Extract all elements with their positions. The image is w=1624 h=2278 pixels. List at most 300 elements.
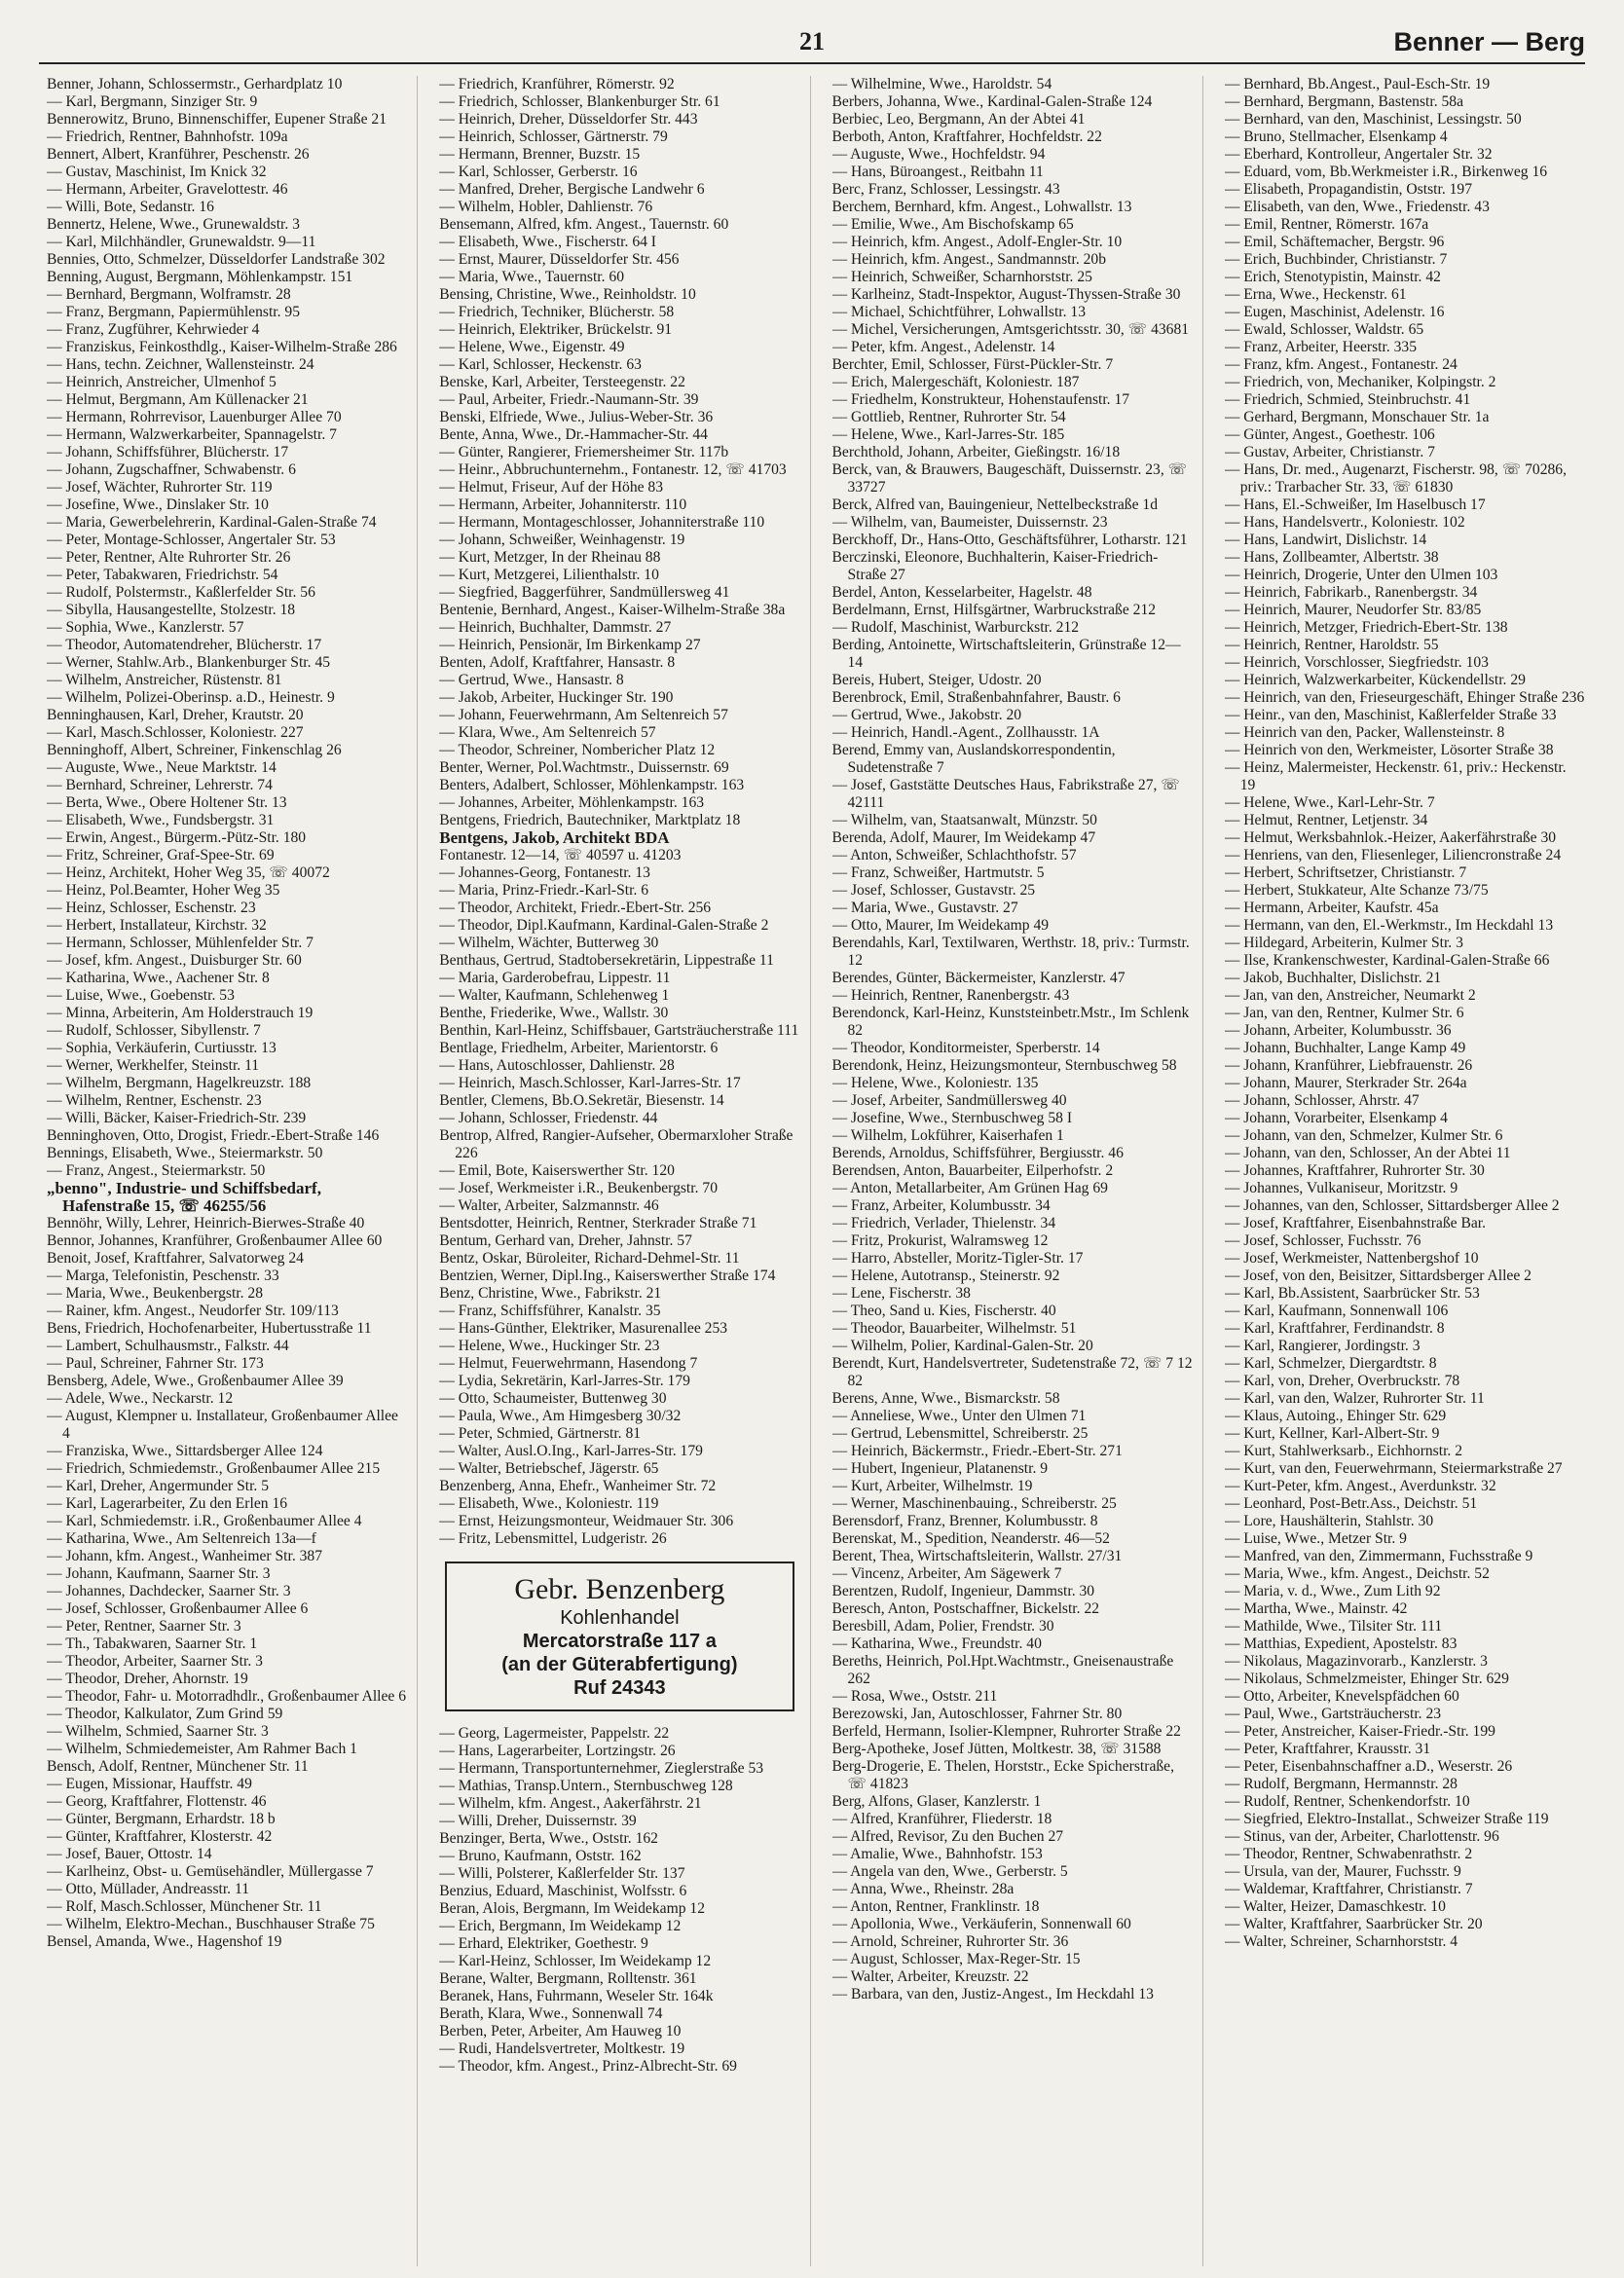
directory-entry: „benno", Industrie- und Schiffsbedarf, Hafenstraße 15, ☏ 46255/56	[47, 1179, 321, 1215]
directory-entry: — Walter, Ausl.O.Ing., Karl-Jarres-Str. 179	[439, 1443, 703, 1459]
directory-entry: — Theodor, Kalkulator, Zum Grind 59	[47, 1706, 283, 1722]
directory-entry: — Kurt, Arbeiter, Wilhelmstr. 19	[831, 1478, 1033, 1494]
directory-entry: — Maria, Wwe., Tauernstr. 60	[439, 269, 624, 285]
directory-entry: — Barbara, van den, Justiz-Angest., Im Heckdahl 13	[831, 1986, 1154, 2002]
directory-entry: Berboth, Anton, Kraftfahrer, Hochfeldstr. 22	[831, 129, 1102, 145]
directory-entry: Benzius, Eduard, Maschinist, Wolfsstr. 6	[439, 1883, 687, 1899]
directory-entry: — Helene, Wwe., Karl-Lehr-Str. 7	[1224, 794, 1435, 811]
directory-entry: Bentenie, Bernhard, Angest., Kaiser-Wilhelm-Straße 38a	[439, 602, 786, 618]
directory-entry: — Theodor, Rentner, Schwabenrathstr. 2	[1224, 1846, 1473, 1862]
directory-entry: — Minna, Arbeiterin, Am Holderstrauch 19	[47, 1005, 314, 1021]
directory-column-3	[832, 76, 1203, 2266]
directory-entry: — Maria, Gewerbelehrerin, Kardinal-Galen-Straße 74	[47, 514, 377, 531]
directory-entry: — Josef, Werkmeister i.R., Beukenbergstr. 70	[439, 1180, 718, 1196]
directory-entry: — Gertrud, Wwe., Jakobstr. 20	[831, 707, 1022, 723]
directory-entry: — Berta, Wwe., Obere Holtener Str. 13	[47, 794, 287, 811]
directory-entry: — Heinrich, Maurer, Neudorfer Str. 83/85	[1224, 602, 1482, 618]
directory-entry: — Hermann, Arbeiter, Kaufstr. 45a	[1224, 900, 1439, 916]
directory-entry: Bensch, Adolf, Rentner, Münchener Str. 11	[47, 1758, 309, 1775]
directory-entry: Berben, Peter, Arbeiter, Am Hauweg 10	[439, 2023, 682, 2039]
directory-entry: — Gustav, Arbeiter, Christianstr. 7	[1224, 444, 1435, 460]
directory-entry: — Heinr., Abbruchunternehm., Fontanestr. 12, ☏ 41703	[439, 461, 787, 478]
directory-entry: Berg-Drogerie, E. Thelen, Horststr., Ecke Spicherstraße, ☏ 41823	[831, 1758, 1174, 1792]
directory-entry: — Hermann, Rohrrevisor, Lauenburger Allee 70	[47, 409, 342, 425]
directory-entry: — Eugen, Maschinist, Adelenstr. 16	[1224, 304, 1445, 320]
directory-entry: — Hans-Günther, Elektriker, Masurenallee 253	[439, 1320, 728, 1337]
directory-entry: — Amalie, Wwe., Bahnhofstr. 153	[831, 1846, 1043, 1862]
directory-entry: Berckhoff, Dr., Hans-Otto, Geschäftsführer, Lotharstr. 121	[831, 532, 1188, 548]
directory-entry: — Franz, Arbeiter, Heerstr. 335	[1224, 339, 1418, 355]
directory-entry: — Willi, Polsterer, Kaßlerfelder Str. 137	[439, 1865, 685, 1882]
directory-entry: — Franz, kfm. Angest., Fontanestr. 24	[1224, 356, 1458, 373]
directory-entry: — Heinrich, Metzger, Friedrich-Ebert-Str. 138	[1224, 619, 1508, 636]
advert-line: Mercatorstraße 117 a	[522, 1631, 717, 1652]
directory-entry: — Johann, Zugschaffner, Schwabenstr. 6	[47, 461, 296, 478]
directory-entry: Berenda, Adolf, Maurer, Im Weidekamp 47	[831, 829, 1096, 846]
directory-entry: — Johannes, Dachdecker, Saarner Str. 3	[47, 1583, 291, 1599]
directory-entry: — Alfred, Revisor, Zu den Buchen 27	[831, 1828, 1064, 1845]
directory-entry: — Josef, Wächter, Ruhrorter Str. 119	[47, 479, 273, 496]
directory-entry: — Otto, Müllader, Andreasstr. 11	[47, 1881, 249, 1897]
directory-entry: — Günter, Angest., Goethestr. 106	[1224, 426, 1435, 443]
directory-entry: — Elisabeth, Wwe., Fundsbergstr. 31	[47, 812, 275, 828]
directory-entry: Benninghausen, Karl, Dreher, Krautstr. 20	[47, 707, 304, 723]
directory-entry: — Maria, Wwe., kfm. Angest., Deichstr. 52	[1224, 1565, 1490, 1582]
directory-entry: — Friedrich, Schmied, Steinbruchstr. 41	[1224, 391, 1471, 408]
directory-entry: — Franz, Bergmann, Papiermühlenstr. 95	[47, 304, 300, 320]
directory-entry: — Peter, Rentner, Saarner Str. 3	[47, 1618, 241, 1635]
directory-entry: — Bernhard, van den, Maschinist, Lessingstr. 50	[1224, 111, 1522, 128]
directory-entry: — Heinrich, Schweißer, Scharnhorststr. 25	[831, 269, 1092, 285]
directory-entry: — Günter, Kraftfahrer, Klosterstr. 42	[47, 1828, 273, 1845]
directory-entry: Bennor, Johannes, Kranführer, Großenbaumer Allee 60	[47, 1232, 383, 1249]
directory-entry: — Matthias, Expedient, Apostelstr. 83	[1224, 1635, 1458, 1652]
directory-entry: — Rainer, kfm. Angest., Neudorfer Str. 109/113	[47, 1303, 339, 1319]
directory-entry: — Wilhelm, Rentner, Eschenstr. 23	[47, 1092, 262, 1109]
directory-entry: Benninghoven, Otto, Drogist, Friedr.-Ebert-Straße 146	[47, 1127, 380, 1144]
directory-entry: — Ursula, van der, Maurer, Fuchsstr. 9	[1224, 1863, 1461, 1880]
directory-entry: — Martha, Wwe., Mainstr. 42	[1224, 1600, 1408, 1617]
directory-entry: — Erich, Stenotypistin, Mainstr. 42	[1224, 269, 1441, 285]
directory-entry: — Karl, Schlosser, Gerberstr. 16	[439, 164, 638, 180]
directory-entry: — Elisabeth, van den, Wwe., Friedenstr. 43	[1224, 199, 1490, 215]
directory-entry: — Theodor, Dreher, Ahornstr. 19	[47, 1671, 248, 1687]
directory-entry: — Helene, Wwe., Huckinger Str. 23	[439, 1338, 660, 1354]
directory-entry: — Heinrich, Walzwerkarbeiter, Kückendellstr. 29	[1224, 672, 1526, 688]
directory-entry: — Heinz, Malermeister, Heckenstr. 61, priv.: Heckenstr. 19	[1224, 759, 1567, 793]
directory-entry: — Wilhelm, Lokführer, Kaiserhafen 1	[831, 1127, 1064, 1144]
directory-entry: Bennert, Albert, Kranführer, Peschenstr. 26	[47, 146, 310, 163]
directory-entry: Bens, Friedrich, Hochofenarbeiter, Hubertusstraße 11	[47, 1320, 372, 1337]
directory-entry: — Friedrich, Schlosser, Blankenburger Str. 61	[439, 93, 720, 110]
page-number: 21	[799, 27, 825, 55]
directory-entry: — Anton, Metallarbeiter, Am Grünen Hag 69	[831, 1180, 1108, 1196]
directory-entry: — Kurt, Metzgerei, Lilienthalstr. 10	[439, 567, 659, 583]
directory-entry: — Luise, Wwe., Goebenstr. 53	[47, 987, 235, 1004]
directory-entry: — Paula, Wwe., Am Himgesberg 30/32	[439, 1408, 682, 1424]
directory-entry: — Sophia, Wwe., Kanzlerstr. 57	[47, 619, 244, 636]
directory-entry: — Josef, kfm. Angest., Duisburger Str. 60	[47, 952, 302, 969]
directory-entry: — Johann, Schlosser, Friedenstr. 44	[439, 1110, 658, 1126]
directory-entry: Benten, Adolf, Kraftfahrer, Hansastr. 8	[439, 654, 676, 671]
directory-entry: — Emilie, Wwe., Am Bischofskamp 65	[831, 216, 1074, 233]
directory-entry: — Rolf, Masch.Schlosser, Münchener Str. 11	[47, 1898, 322, 1915]
directory-entry: — Eduard, vom, Bb.Werkmeister i.R., Birkenweg 16	[1224, 164, 1548, 180]
directory-entry: — Heinrich, Anstreicher, Ulmenhof 5	[47, 374, 277, 390]
page-header	[39, 18, 1585, 64]
directory-entry: — Erich, Buchbinder, Christianstr. 7	[1224, 251, 1448, 268]
directory-entry: — Erhard, Elektriker, Goethestr. 9	[439, 1935, 648, 1952]
directory-entry: — Siegfried, Elektro-Installat., Schweizer Straße 119	[1224, 1811, 1549, 1827]
directory-entry: Bensberg, Adele, Wwe., Großenbaumer Allee 39	[47, 1373, 344, 1389]
directory-entry: — Jakob, Buchhalter, Dislichstr. 21	[1224, 970, 1442, 986]
directory-entry: — Josef, Schlosser, Fuchsstr. 76	[1224, 1232, 1421, 1249]
directory-entry: Berends, Arnoldus, Schiffsführer, Bergiusstr. 46	[831, 1145, 1124, 1161]
directory-entry: — Johann, Buchhalter, Lange Kamp 49	[1224, 1040, 1466, 1056]
directory-entry: — Walter, Heizer, Damaschkestr. 10	[1224, 1898, 1446, 1915]
directory-entry: — Wilhelm, kfm. Angest., Aakerfährstr. 21	[439, 1795, 702, 1812]
directory-entry: Beresch, Anton, Postschaffner, Bickelstr. 22	[831, 1600, 1100, 1617]
directory-entry: Bentrop, Alfred, Rangier-Aufseher, Obermarxloher Straße 226	[439, 1127, 794, 1161]
advert-line: Ruf 24343	[573, 1677, 666, 1699]
directory-entry: — Johann, Schiffsführer, Blücherstr. 17	[47, 444, 289, 460]
directory-entry: — Hermann, van den, El.-Werkmstr., Im Heckdahl 13	[1224, 917, 1554, 934]
directory-entry: — Manfred, van den, Zimmermann, Fuchsstraße 9	[1224, 1548, 1533, 1564]
directory-entry: — Josef, von den, Beisitzer, Sittardsberger Allee 2	[1224, 1268, 1532, 1284]
directory-entry: Bentsdotter, Heinrich, Rentner, Sterkrader Straße 71	[439, 1215, 757, 1231]
directory-entry: — Karl, van den, Walzer, Ruhrorter Str. 11	[1224, 1390, 1485, 1407]
directory-entry: Berchthold, Johann, Arbeiter, Gießingstr. 16/18	[831, 444, 1121, 460]
directory-entry: — Karl, Schmelzer, Diergardtstr. 8	[1224, 1355, 1437, 1372]
directory-entry: — Herbert, Schriftsetzer, Christianstr. 7	[1224, 864, 1467, 881]
directory-entry: — Wilhelm, Elektro-Mechan., Buschhauser Straße 75	[47, 1916, 375, 1932]
directory-entry: — Anneliese, Wwe., Unter den Ulmen 71	[831, 1408, 1087, 1424]
directory-entry: — Heinrich, kfm. Angest., Sandmannstr. 20b	[831, 251, 1107, 268]
directory-entry: — Johannes, Kraftfahrer, Ruhrorter Str. 30	[1224, 1162, 1485, 1179]
directory-entry: — Hans, El.-Schweißer, Im Haselbusch 17	[1224, 496, 1486, 513]
directory-entry: Berendsen, Anton, Bauarbeiter, Eilperhofstr. 2	[831, 1162, 1114, 1179]
directory-entry: — Karl, Bergmann, Sinziger Str. 9	[47, 93, 258, 110]
directory-entry: — Theodor, kfm. Angest., Prinz-Albrecht-Str. 69	[439, 2058, 737, 2075]
directory-entry: — Maria, Prinz-Friedr.-Karl-Str. 6	[439, 882, 649, 899]
directory-entry: — Anna, Wwe., Rheinstr. 28a	[831, 1881, 1015, 1897]
directory-entry: — Wilhelm, Bergmann, Hagelkreuzstr. 188	[47, 1075, 312, 1091]
directory-entry: Berc, Franz, Schlosser, Lessingstr. 43	[831, 181, 1060, 198]
directory-entry: — Peter, Anstreicher, Kaiser-Friedr.-Str. 199	[1224, 1723, 1495, 1740]
directory-entry: Berath, Klara, Wwe., Sonnenwall 74	[439, 2005, 663, 2022]
directory-entry: Bereis, Hubert, Steiger, Udostr. 20	[831, 672, 1042, 688]
directory-column-2	[439, 76, 810, 2266]
directory-entry: — Nikolaus, Schmelzmeister, Ehinger Str. 629	[1224, 1671, 1509, 1687]
directory-entry: — Lambert, Schulhausmstr., Falkstr. 44	[47, 1338, 289, 1354]
directory-entry: Berg-Apotheke, Josef Jütten, Moltkestr. 38, ☏ 31588	[831, 1741, 1162, 1757]
directory-entry: — Peter, Montage-Schlosser, Angertaler Str. 53	[47, 532, 336, 548]
directory-entry: — Hans, Zollbeamter, Albertstr. 38	[1224, 549, 1439, 566]
directory-entry: Bensel, Amanda, Wwe., Hagenshof 19	[47, 1933, 282, 1950]
directory-entry: — Johann, Feuerwehrmann, Am Seltenreich 57	[439, 707, 728, 723]
directory-entry: — August, Schlosser, Max-Reger-Str. 15	[831, 1951, 1081, 1967]
directory-entry: — Heinrich, Vorschlosser, Siegfriedstr. 103	[1224, 654, 1489, 671]
directory-entry: — Elisabeth, Wwe., Fischerstr. 64 I	[439, 234, 657, 250]
directory-entry: Benthe, Friederike, Wwe., Wallstr. 30	[439, 1005, 669, 1021]
directory-entry: — Erna, Wwe., Heckenstr. 61	[1224, 286, 1407, 303]
directory-entry: — Theodor, Dipl.Kaufmann, Kardinal-Galen-Straße 2	[439, 917, 769, 934]
directory-entry: — Otto, Arbeiter, Knevelspfädchen 60	[1224, 1688, 1459, 1705]
directory-entry: — Werner, Stahlw.Arb., Blankenburger Str. 45	[47, 654, 331, 671]
directory-entry: — Paul, Wwe., Gartsträucherstr. 23	[1224, 1706, 1442, 1722]
advert-name: Gebr. Benzenberg	[514, 1573, 725, 1605]
directory-entry: — Heinrich, Dreher, Düsseldorfer Str. 443	[439, 111, 698, 128]
directory-entry: — Klara, Wwe., Am Seltenreich 57	[439, 724, 656, 741]
directory-entry: — Walter, Betriebschef, Jägerstr. 65	[439, 1460, 659, 1477]
directory-entry: Berenbrock, Emil, Straßenbahnfahrer, Baustr. 6	[831, 689, 1121, 706]
directory-entry: — Otto, Maurer, Im Weidekamp 49	[831, 917, 1050, 934]
directory-entry: — Karl-Heinz, Schlosser, Im Weidekamp 12	[439, 1953, 712, 1969]
directory-entry: Benz, Christine, Wwe., Fabrikstr. 21	[439, 1285, 662, 1302]
directory-entry: — Franz, Schweißer, Hartmutstr. 5	[831, 864, 1045, 881]
directory-entry: — Heinrich von den, Werkmeister, Lösorter Straße 38	[1224, 742, 1554, 758]
directory-entry: — Theodor, Architekt, Friedr.-Ebert-Str. 256	[439, 900, 712, 916]
directory-entry: — Hans, Büroangest., Reitbahn 11	[831, 164, 1044, 180]
directory-entry: Berenskat, M., Spedition, Neanderstr. 46—52	[831, 1530, 1110, 1547]
directory-entry: — Hubert, Ingenieur, Platanenstr. 9	[831, 1460, 1049, 1477]
directory-entry: — Georg, Kraftfahrer, Flottenstr. 46	[47, 1793, 267, 1810]
directory-entry: — Hans, Handelsvertr., Koloniestr. 102	[1224, 514, 1465, 531]
directory-entry: — Apollonia, Wwe., Verkäuferin, Sonnenwall 60	[831, 1916, 1131, 1932]
directory-entry: — Fritz, Prokurist, Walramsweg 12	[831, 1232, 1049, 1249]
directory-entry: — Walter, Kaufmann, Schlehenweg 1	[439, 987, 670, 1004]
directory-entry: — Helene, Wwe., Eigenstr. 49	[439, 339, 625, 355]
directory-entry: Bennings, Elisabeth, Wwe., Steiermarkstr. 50	[47, 1145, 323, 1161]
directory-entry: Berendes, Günter, Bäckermeister, Kanzlerstr. 47	[831, 970, 1126, 986]
directory-entry: — Wilhelm, Polier, Kardinal-Galen-Str. 20	[831, 1338, 1093, 1354]
directory-entry: — Josef, Bauer, Ottostr. 14	[47, 1846, 212, 1862]
directory-entry: — Willi, Dreher, Duissernstr. 39	[439, 1813, 637, 1829]
directory-entry: — Ewald, Schlosser, Waldstr. 65	[1224, 321, 1424, 338]
directory-entry: — Friedrich, Schmiedemstr., Großenbaumer Allee 215	[47, 1460, 381, 1477]
directory-entry: Bereths, Heinrich, Pol.Hpt.Wachtmstr., Gneisenaustraße 262	[831, 1653, 1174, 1687]
directory-entry: — Heinrich, Rentner, Haroldstr. 55	[1224, 637, 1439, 653]
directory-entry: — Karlheinz, Stadt-Inspektor, August-Thyssen-Straße 30	[831, 286, 1181, 303]
directory-entry: — Hildegard, Arbeiterin, Kulmer Str. 3	[1224, 935, 1463, 951]
directory-entry: — Josef, Arbeiter, Sandmüllersweg 40	[831, 1092, 1067, 1109]
directory-entry: Berensdorf, Franz, Brenner, Kolumbusstr. 8	[831, 1513, 1098, 1529]
directory-entry: Benninghoff, Albert, Schreiner, Finkenschlag 26	[47, 742, 342, 758]
directory-entry: — Siegfried, Baggerführer, Sandmüllersweg 41	[439, 584, 730, 601]
directory-entry: — Josef, Gaststätte Deutsches Haus, Fabrikstraße 27, ☏ 42111	[831, 777, 1180, 811]
directory-entry: — Karl, Kaufmann, Sonnenwall 106	[1224, 1303, 1449, 1319]
directory-entry: — Mathilde, Wwe., Tilsiter Str. 111	[1224, 1618, 1443, 1635]
directory-entry: — Jakob, Arbeiter, Huckinger Str. 190	[439, 689, 674, 706]
directory-entry: Bensing, Christine, Wwe., Reinholdstr. 10	[439, 286, 696, 303]
directory-entry: — Josefine, Wwe., Sternbuschweg 58 I	[831, 1110, 1073, 1126]
directory-entry: — Rudolf, Bergmann, Hermannstr. 28	[1224, 1776, 1458, 1792]
directory-entry: — Ernst, Heizungsmonteur, Weidmauer Str. 306	[439, 1513, 734, 1529]
directory-entry: — Jan, van den, Rentner, Kulmer Str. 6	[1224, 1005, 1464, 1021]
directory-entry: Benner, Johann, Schlossermstr., Gerhardplatz 10	[47, 76, 343, 92]
directory-entry: — Franz, Angest., Steiermarkstr. 50	[47, 1162, 266, 1179]
running-head: Benner — Berg	[1393, 27, 1585, 56]
directory-entry: — Peter, kfm. Angest., Adelenstr. 14	[831, 339, 1055, 355]
directory-entry: — Elisabeth, Propagandistin, Oststr. 197	[1224, 181, 1473, 198]
directory-entry: — Theodor, Konditormeister, Sperberstr. 14	[831, 1040, 1100, 1056]
directory-entry: — Franziska, Wwe., Sittardsberger Allee 124	[47, 1443, 323, 1459]
directory-entry: — Fritz, Schreiner, Graf-Spee-Str. 69	[47, 847, 275, 863]
directory-entry: — Angela van den, Wwe., Gerberstr. 5	[831, 1863, 1068, 1880]
directory-entry: — Eugen, Missionar, Hauffstr. 49	[47, 1776, 252, 1792]
directory-entry: — Kurt-Peter, kfm. Angest., Averdunkstr. 32	[1224, 1478, 1496, 1494]
directory-entry: — Johannes-Georg, Fontanestr. 13	[439, 864, 650, 881]
directory-entry: — Johann, kfm. Angest., Wanheimer Str. 387	[47, 1548, 323, 1564]
directory-entry: — Heinrich, Buchhalter, Dammstr. 27	[439, 619, 672, 636]
directory-entry: — Rudolf, Maschinist, Warburckstr. 212	[831, 619, 1080, 636]
directory-entry: — Bernhard, Bergmann, Wolframstr. 28	[47, 286, 291, 303]
directory-entry: — Katharina, Wwe., Freundstr. 40	[831, 1635, 1042, 1652]
directory-entry: — Karl, Lagerarbeiter, Zu den Erlen 16	[47, 1495, 288, 1512]
directory-entry: — Maria, v. d., Wwe., Zum Lith 92	[1224, 1583, 1441, 1599]
directory-entry: — Kurt, Kellner, Karl-Albert-Str. 9	[1224, 1425, 1440, 1442]
directory-entry: — Klaus, Autoing., Ehinger Str. 629	[1224, 1408, 1447, 1424]
directory-entry: Bennerowitz, Bruno, Binnenschiffer, Eupener Straße 21	[47, 111, 387, 128]
directory-entry: — Gertrud, Lebensmittel, Schreiberstr. 25	[831, 1425, 1089, 1442]
directory-entry: — Rudi, Handelsvertreter, Moltkestr. 19	[439, 2040, 685, 2057]
directory-entry: — Manfred, Dreher, Bergische Landwehr 6	[439, 181, 705, 198]
directory-entry: — Hans, Dr. med., Augenarzt, Fischerstr. 98, ☏ 70286, priv.: Trarbacher Str. 33, ☏ 61830	[1224, 461, 1568, 496]
directory-entry: — Rosa, Wwe., Oststr. 211	[831, 1688, 998, 1705]
directory-entry: Berens, Anne, Wwe., Bismarckstr. 58	[831, 1390, 1060, 1407]
directory-entry: — Hermann, Transportunternehmer, Zieglerstraße 53	[439, 1760, 764, 1777]
directory-entry: — Johann, Vorarbeiter, Elsenkamp 4	[1224, 1110, 1448, 1126]
directory-entry: — Rudolf, Rentner, Schenkendorfstr. 10	[1224, 1793, 1470, 1810]
directory-entry: — Maria, Garderobefrau, Lippestr. 11	[439, 970, 671, 986]
directory-entry: — Hans, Autoschlosser, Dahlienstr. 28	[439, 1057, 675, 1074]
directory-entry: — Karl, Kraftfahrer, Ferdinandstr. 8	[1224, 1320, 1445, 1337]
directory-entry: — Georg, Lagermeister, Pappelstr. 22	[439, 1725, 670, 1742]
directory-entry: Berchter, Emil, Schlosser, Fürst-Pückler-Str. 7	[831, 356, 1114, 373]
directory-entry: — Hans, techn. Zeichner, Wallensteinstr. 24	[47, 356, 314, 373]
directory-entry: Benske, Karl, Arbeiter, Tersteegenstr. 22	[439, 374, 685, 390]
directory-entry: — Karl, Bb.Assistent, Saarbrücker Str. 53	[1224, 1285, 1480, 1302]
directory-entry: — Friedrich, Verlader, Thielenstr. 34	[831, 1215, 1056, 1231]
directory-entry: — Heinrich, Fabrikarb., Ranenbergstr. 34	[1224, 584, 1478, 601]
directory-entry: — Karl, Schlosser, Heckenstr. 63	[439, 356, 642, 373]
directory-entry: — Wilhelm, Wächter, Butterweg 30	[439, 935, 659, 951]
directory-entry: — Johann, van den, Schlosser, An der Abtei 11	[1224, 1145, 1511, 1161]
directory-entry: — Heinrich, Rentner, Ranenbergstr. 43	[831, 987, 1070, 1004]
directory-entry: — Karl, von, Dreher, Overbruckstr. 78	[1224, 1373, 1460, 1389]
directory-entry: — Otto, Schaumeister, Buttenweg 30	[439, 1390, 667, 1407]
directory-entry: — Franz, Schiffsführer, Kanalstr. 35	[439, 1303, 661, 1319]
directory-entry: — Karl, Masch.Schlosser, Koloniestr. 227	[47, 724, 304, 741]
header-rule	[39, 62, 1585, 64]
directory-entry: Berdel, Anton, Kesselarbeiter, Hagelstr. 48	[831, 584, 1092, 601]
directory-entry: — Walter, Arbeiter, Kreuzstr. 22	[831, 1968, 1029, 1985]
directory-entry: — Theo, Sand u. Kies, Fischerstr. 40	[831, 1303, 1056, 1319]
directory-entry: — Herbert, Stukkateur, Alte Schanze 73/75	[1224, 882, 1489, 899]
directory-entry: — Theodor, Fahr- u. Motorradhdlr., Großenbaumer Allee 6	[47, 1688, 407, 1705]
directory-entry: — Walter, Kraftfahrer, Saarbrücker Str. 20	[1224, 1916, 1483, 1932]
directory-entry: — Katharina, Wwe., Aachener Str. 8	[47, 970, 270, 986]
directory-entry: Berent, Thea, Wirtschaftsleiterin, Wallstr. 27/31	[831, 1548, 1123, 1564]
directory-entry: — Auguste, Wwe., Hochfeldstr. 94	[831, 146, 1046, 163]
directory-entry: — Walter, Arbeiter, Salzmannstr. 46	[439, 1197, 659, 1214]
directory-entry: — Lore, Haushälterin, Stahlstr. 30	[1224, 1513, 1434, 1529]
directory-entry: — Hermann, Brenner, Buzstr. 15	[439, 146, 641, 163]
directory-entry: — Kurt, Stahlwerksarb., Eichhornstr. 2	[1224, 1443, 1463, 1459]
directory-entry: Berendt, Kurt, Handelsvertreter, Sudetenstraße 72, ☏ 7 12 82	[831, 1355, 1193, 1389]
directory-entry: — Johann, Kaufmann, Saarner Str. 3	[47, 1565, 271, 1582]
directory-entry: — Friedrich, von, Mechaniker, Kolpingstr. 2	[1224, 374, 1496, 390]
directory-entry: — Anton, Schweißer, Schlachthofstr. 57	[831, 847, 1077, 863]
directory-entry: Bentgens, Jakob, Architekt BDA	[439, 828, 670, 847]
directory-entry: — Werner, Werkhelfer, Steinstr. 11	[47, 1057, 260, 1074]
directory-entry: Bennöhr, Willy, Lehrer, Heinrich-Bierwes-Straße 40	[47, 1215, 365, 1231]
directory-entry: Berendonck, Karl-Heinz, Kunststeinbetr.Mstr., Im Schlenk 82	[831, 1005, 1190, 1039]
directory-column-1	[47, 76, 418, 2266]
directory-entry: — Karl, Milchhändler, Grunewaldstr. 9—11	[47, 234, 316, 250]
directory-entry: Berdelmann, Ernst, Hilfsgärtner, Warbruckstraße 212	[831, 602, 1157, 618]
directory-entry: — Ernst, Maurer, Düsseldorfer Str. 456	[439, 251, 680, 268]
directory-entry: — Bruno, Stellmacher, Elsenkamp 4	[1224, 129, 1448, 145]
directory-entry: — Johannes, van den, Schlosser, Sittardsberger Allee 2	[1224, 1197, 1560, 1214]
directory-entry: — Johann, Arbeiter, Kolumbusstr. 36	[1224, 1022, 1452, 1039]
directory-column-4	[1225, 76, 1595, 2266]
directory-entry: — Heinz, Schlosser, Eschenstr. 23	[47, 900, 256, 916]
directory-entry: — Mathias, Transp.Untern., Sternbuschweg 128	[439, 1778, 733, 1794]
directory-entry: — Vincenz, Arbeiter, Am Sägewerk 7	[831, 1565, 1062, 1582]
directory-entry: — Katharina, Wwe., Am Seltenreich 13a—f	[47, 1530, 316, 1547]
directory-entry: — Paul, Schreiner, Fahrner Str. 173	[47, 1355, 264, 1372]
directory-entry: — Josefine, Wwe., Dinslaker Str. 10	[47, 496, 269, 513]
directory-entry: — Willi, Bäcker, Kaiser-Friedrich-Str. 239	[47, 1110, 307, 1126]
directory-entry: Benthin, Karl-Heinz, Schiffsbauer, Gartsträucherstraße 111	[439, 1022, 799, 1039]
directory-entry: — Heinz, Architekt, Hoher Weg 35, ☏ 40072	[47, 864, 330, 881]
directory-entry: Berding, Antoinette, Wirtschaftsleiterin, Grünstraße 12—14	[831, 637, 1181, 671]
directory-entry: Bennertz, Helene, Wwe., Grunewaldstr. 3	[47, 216, 300, 233]
directory-entry: Beranek, Hans, Fuhrmann, Weseler Str. 164k	[439, 1988, 714, 2004]
directory-entry: Berane, Walter, Bergmann, Rolltenstr. 361	[439, 1970, 697, 1987]
directory-entry: — Heinrich, Elektriker, Brückelstr. 91	[439, 321, 673, 338]
directory-entry: — Josef, Werkmeister, Nattenbergshof 10	[1224, 1250, 1479, 1267]
directory-entry: — Theodor, Arbeiter, Saarner Str. 3	[47, 1653, 263, 1670]
directory-entry: — Hermann, Schlosser, Mühlenfelder Str. 7	[47, 935, 314, 951]
directory-entry: — Heinrich, kfm. Angest., Adolf-Engler-Str. 10	[831, 234, 1123, 250]
directory-entry: — Alfred, Kranführer, Fliederstr. 18	[831, 1811, 1052, 1827]
directory-entry: — Ilse, Krankenschwester, Kardinal-Galen-Straße 66	[1224, 952, 1550, 969]
directory-entry: — Peter, Eisenbahnschaffner a.D., Weserstr. 26	[1224, 1758, 1513, 1775]
directory-entry: Berg, Alfons, Glaser, Kanzlerstr. 1	[831, 1793, 1042, 1810]
directory-entry: — Gertrud, Wwe., Hansastr. 8	[439, 672, 624, 688]
directory-entry: — Heinrich, Drogerie, Unter den Ulmen 103	[1224, 567, 1498, 583]
directory-entry: — Peter, Rentner, Alte Ruhrorter Str. 26	[47, 549, 291, 566]
directory-entry: — Heinrich, van den, Frieseurgeschäft, Ehinger Straße 236	[1224, 689, 1585, 706]
directory-entry: Fontanestr. 12—14, ☏ 40597 u. 41203	[439, 847, 682, 863]
directory-entry: — Herbert, Installateur, Kirchstr. 32	[47, 917, 267, 934]
directory-entry: — Harro, Absteller, Moritz-Tigler-Str. 17	[831, 1250, 1084, 1267]
directory-entry: Bentlage, Friedhelm, Arbeiter, Marientorstr. 6	[439, 1040, 719, 1056]
directory-entry: Benoit, Josef, Kraftfahrer, Salvatorweg 24	[47, 1250, 304, 1267]
directory-entry: — Walter, Schreiner, Scharnhorststr. 4	[1224, 1933, 1458, 1950]
directory-entry: — Friedrich, Kranführer, Römerstr. 92	[439, 76, 675, 92]
directory-entry: — Josef, Schlosser, Gustavstr. 25	[831, 882, 1036, 899]
directory-entry: Berck, Alfred van, Bauingenieur, Nettelbeckstraße 1d	[831, 496, 1159, 513]
directory-entry: — Helene, Wwe., Karl-Jarres-Str. 185	[831, 426, 1065, 443]
directory-entry: — Kurt, van den, Feuerwehrmann, Steiermarkstraße 27	[1224, 1460, 1563, 1477]
directory-entry: — Helmut, Bergmann, Am Küllenacker 21	[47, 391, 309, 408]
directory-entry: — Erich, Malergeschäft, Koloniestr. 187	[831, 374, 1080, 390]
directory-entry: — Wilhelmine, Wwe., Haroldstr. 54	[831, 76, 1052, 92]
directory-entry: — Rudolf, Schlosser, Sibyllenstr. 7	[47, 1022, 261, 1039]
